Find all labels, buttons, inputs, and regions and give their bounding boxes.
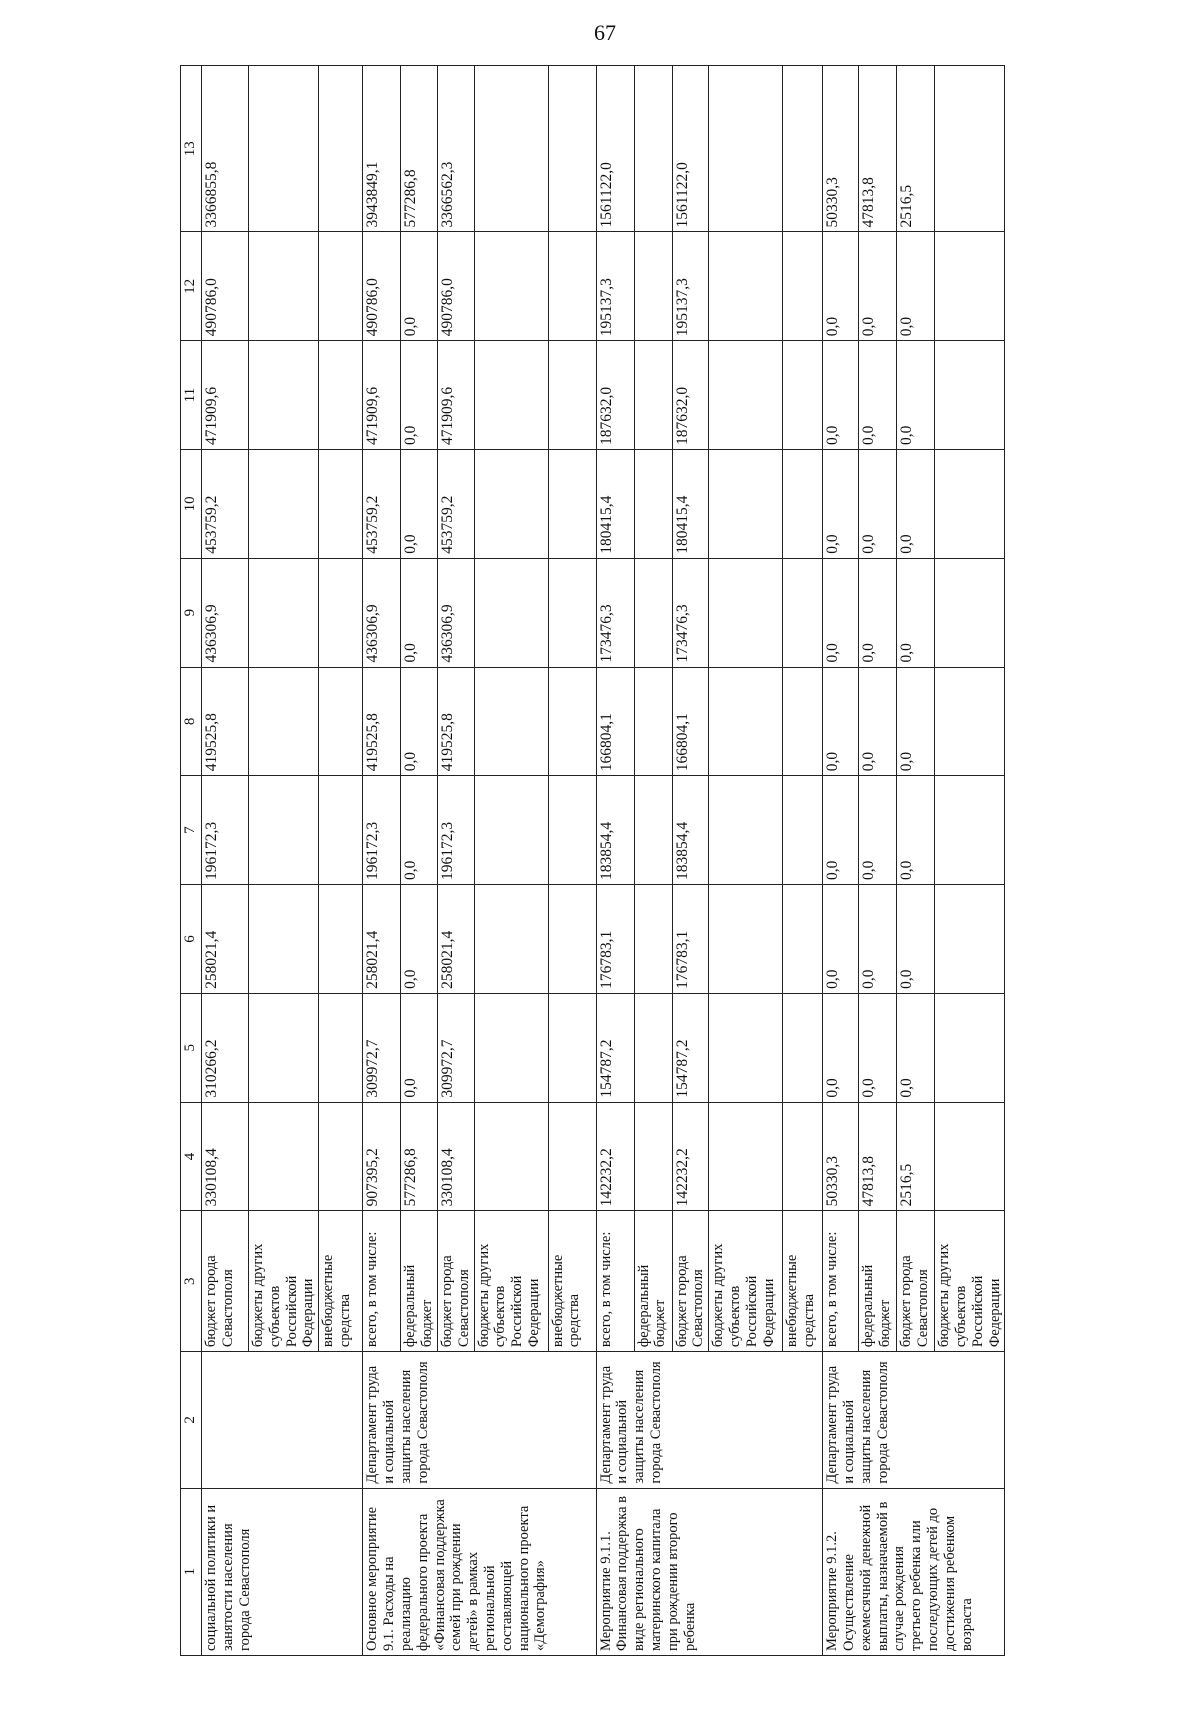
amount-cell bbox=[709, 232, 783, 341]
amount-cell bbox=[709, 558, 783, 667]
amount-cell: 330108,4 bbox=[202, 1102, 249, 1211]
amount-cell: 180415,4 bbox=[672, 449, 709, 558]
amount-cell bbox=[783, 558, 823, 667]
table-row bbox=[202, 66, 249, 1656]
amount-cell bbox=[709, 885, 783, 994]
amount-cell: 142232,2 bbox=[672, 1102, 709, 1211]
funding-source-cell: всего, в том числе: bbox=[823, 1211, 859, 1352]
amount-cell: 0,0 bbox=[823, 232, 859, 341]
amount-cell bbox=[634, 341, 672, 450]
amount-cell: 471909,6 bbox=[202, 341, 249, 450]
amount-cell: 0,0 bbox=[859, 776, 897, 885]
amount-cell bbox=[709, 1102, 783, 1211]
amount-cell: 419525,8 bbox=[202, 667, 249, 776]
amount-cell bbox=[935, 449, 1005, 558]
column-header: 3 bbox=[181, 1211, 202, 1352]
amount-cell: 309972,7 bbox=[437, 993, 474, 1102]
amount-cell: 187632,0 bbox=[672, 341, 709, 450]
amount-cell bbox=[249, 667, 319, 776]
amount-cell: 0,0 bbox=[859, 667, 897, 776]
amount-cell: 183854,4 bbox=[596, 776, 634, 885]
amount-cell: 47813,8 bbox=[859, 1102, 897, 1211]
funding-source-cell: федеральный бюджет bbox=[634, 1211, 672, 1352]
amount-cell bbox=[548, 341, 596, 450]
amount-cell: 0,0 bbox=[859, 558, 897, 667]
amount-cell: 0,0 bbox=[897, 558, 935, 667]
amount-cell bbox=[634, 667, 672, 776]
amount-cell: 0,0 bbox=[823, 341, 859, 450]
column-number-row bbox=[181, 66, 202, 1656]
amount-cell: 196172,3 bbox=[202, 776, 249, 885]
amount-cell bbox=[634, 232, 672, 341]
amount-cell bbox=[474, 66, 548, 232]
activity-name-cell: Мероприятие 9.1.1. Финансовая поддержка в виде регионального материнского капитала при рождении второго ребенка bbox=[596, 1488, 823, 1655]
amount-cell bbox=[474, 1102, 548, 1211]
amount-cell: 0,0 bbox=[897, 776, 935, 885]
column-header: 12 bbox=[181, 232, 202, 341]
amount-cell: 50330,3 bbox=[823, 66, 859, 232]
amount-cell bbox=[249, 993, 319, 1102]
amount-cell bbox=[783, 1102, 823, 1211]
table-row bbox=[363, 66, 401, 1656]
amount-cell: 2516,5 bbox=[897, 1102, 935, 1211]
amount-cell: 0,0 bbox=[897, 449, 935, 558]
amount-cell: 187632,0 bbox=[596, 341, 634, 450]
amount-cell: 0,0 bbox=[859, 993, 897, 1102]
funding-source-cell: бюджет города Севастополя bbox=[672, 1211, 709, 1352]
amount-cell: 453759,2 bbox=[202, 449, 249, 558]
column-header: 4 bbox=[181, 1102, 202, 1211]
table-row bbox=[596, 66, 634, 1656]
amount-cell bbox=[249, 341, 319, 450]
amount-cell: 176783,1 bbox=[596, 885, 634, 994]
funding-source-cell: внебюджетные средства bbox=[548, 1211, 596, 1352]
funding-source-cell: всего, в том числе: bbox=[363, 1211, 401, 1352]
amount-cell: 453759,2 bbox=[363, 449, 401, 558]
funding-source-cell: бюджеты других субъектов Российской Федерации bbox=[474, 1211, 548, 1352]
amount-cell bbox=[783, 993, 823, 1102]
amount-cell bbox=[709, 66, 783, 232]
amount-cell: 142232,2 bbox=[596, 1102, 634, 1211]
amount-cell: 258021,4 bbox=[437, 885, 474, 994]
amount-cell bbox=[319, 341, 363, 450]
amount-cell bbox=[548, 993, 596, 1102]
amount-cell: 1561122,0 bbox=[672, 66, 709, 232]
amount-cell: 166804,1 bbox=[672, 667, 709, 776]
column-header: 11 bbox=[181, 341, 202, 450]
amount-cell bbox=[249, 776, 319, 885]
amount-cell bbox=[935, 558, 1005, 667]
amount-cell bbox=[474, 449, 548, 558]
amount-cell: 258021,4 bbox=[363, 885, 401, 994]
amount-cell bbox=[935, 885, 1005, 994]
amount-cell: 154787,2 bbox=[672, 993, 709, 1102]
amount-cell bbox=[548, 1102, 596, 1211]
amount-cell bbox=[319, 232, 363, 341]
activity-name-cell: Мероприятие 9.1.2. Осуществление ежемесячной денежной выплаты, назначаемой в случае рождения третьего ребенка или последующих детей до достижения ребенком возраста bbox=[823, 1488, 1005, 1655]
column-header: 13 bbox=[181, 66, 202, 232]
amount-cell bbox=[249, 1102, 319, 1211]
amount-cell bbox=[783, 449, 823, 558]
amount-cell bbox=[249, 232, 319, 341]
amount-cell bbox=[783, 667, 823, 776]
amount-cell: 419525,8 bbox=[363, 667, 401, 776]
amount-cell: 0,0 bbox=[897, 993, 935, 1102]
amount-cell: 3366562,3 bbox=[437, 66, 474, 232]
amount-cell bbox=[634, 449, 672, 558]
budget-table bbox=[180, 65, 1005, 1656]
amount-cell: 310266,2 bbox=[202, 993, 249, 1102]
amount-cell: 2516,5 bbox=[897, 66, 935, 232]
amount-cell: 0,0 bbox=[401, 776, 438, 885]
amount-cell bbox=[548, 558, 596, 667]
amount-cell bbox=[634, 885, 672, 994]
amount-cell: 309972,7 bbox=[363, 993, 401, 1102]
funding-source-cell: бюджет города Севастополя bbox=[202, 1211, 249, 1352]
amount-cell bbox=[783, 885, 823, 994]
executor-cell: Департамент труда и социальной защиты населения города Севастополя bbox=[363, 1352, 596, 1488]
amount-cell: 0,0 bbox=[897, 232, 935, 341]
table-row bbox=[823, 66, 859, 1656]
amount-cell bbox=[548, 667, 596, 776]
amount-cell: 577286,8 bbox=[401, 1102, 438, 1211]
amount-cell: 0,0 bbox=[401, 232, 438, 341]
amount-cell: 173476,3 bbox=[672, 558, 709, 667]
amount-cell bbox=[935, 66, 1005, 232]
amount-cell: 173476,3 bbox=[596, 558, 634, 667]
amount-cell: 419525,8 bbox=[437, 667, 474, 776]
amount-cell bbox=[709, 449, 783, 558]
amount-cell bbox=[319, 776, 363, 885]
amount-cell: 195137,3 bbox=[672, 232, 709, 341]
amount-cell bbox=[783, 232, 823, 341]
amount-cell bbox=[548, 776, 596, 885]
amount-cell bbox=[935, 667, 1005, 776]
column-header: 6 bbox=[181, 885, 202, 994]
amount-cell: 577286,8 bbox=[401, 66, 438, 232]
amount-cell bbox=[319, 1102, 363, 1211]
amount-cell bbox=[319, 993, 363, 1102]
rotated-table-container bbox=[180, 65, 1147, 1656]
amount-cell: 176783,1 bbox=[672, 885, 709, 994]
amount-cell: 330108,4 bbox=[437, 1102, 474, 1211]
column-header: 7 bbox=[181, 776, 202, 885]
amount-cell bbox=[249, 66, 319, 232]
amount-cell bbox=[319, 66, 363, 232]
amount-cell bbox=[319, 885, 363, 994]
amount-cell bbox=[709, 776, 783, 885]
executor-cell: Департамент труда и социальной защиты населения города Севастополя bbox=[596, 1352, 823, 1488]
amount-cell: 47813,8 bbox=[859, 66, 897, 232]
amount-cell bbox=[548, 232, 596, 341]
column-header: 10 bbox=[181, 449, 202, 558]
amount-cell bbox=[474, 776, 548, 885]
funding-source-cell: федеральный бюджет bbox=[401, 1211, 438, 1352]
activity-name-cell: социальной политики и занятости населения города Севастополя bbox=[202, 1488, 363, 1655]
amount-cell bbox=[474, 667, 548, 776]
amount-cell: 0,0 bbox=[859, 232, 897, 341]
amount-cell: 50330,3 bbox=[823, 1102, 859, 1211]
amount-cell bbox=[935, 341, 1005, 450]
amount-cell: 436306,9 bbox=[363, 558, 401, 667]
amount-cell bbox=[474, 232, 548, 341]
amount-cell bbox=[783, 341, 823, 450]
funding-source-cell: бюджеты других субъектов Российской Федерации bbox=[935, 1211, 1005, 1352]
amount-cell bbox=[935, 232, 1005, 341]
amount-cell: 258021,4 bbox=[202, 885, 249, 994]
amount-cell bbox=[319, 667, 363, 776]
column-header: 5 bbox=[181, 993, 202, 1102]
funding-source-cell: бюджеты других субъектов Российской Федерации bbox=[709, 1211, 783, 1352]
amount-cell: 166804,1 bbox=[596, 667, 634, 776]
amount-cell: 490786,0 bbox=[363, 232, 401, 341]
amount-cell: 0,0 bbox=[401, 558, 438, 667]
amount-cell: 0,0 bbox=[401, 667, 438, 776]
amount-cell: 0,0 bbox=[823, 776, 859, 885]
funding-source-cell: внебюджетные средства bbox=[783, 1211, 823, 1352]
column-header: 1 bbox=[181, 1488, 202, 1655]
amount-cell: 0,0 bbox=[859, 885, 897, 994]
amount-cell bbox=[249, 449, 319, 558]
amount-cell: 0,0 bbox=[823, 885, 859, 994]
funding-source-cell: федеральный бюджет bbox=[859, 1211, 897, 1352]
amount-cell bbox=[634, 558, 672, 667]
amount-cell bbox=[474, 993, 548, 1102]
funding-source-cell: бюджет города Севастополя bbox=[437, 1211, 474, 1352]
amount-cell: 0,0 bbox=[401, 993, 438, 1102]
amount-cell: 0,0 bbox=[897, 341, 935, 450]
amount-cell: 196172,3 bbox=[363, 776, 401, 885]
amount-cell bbox=[935, 1102, 1005, 1211]
amount-cell bbox=[634, 993, 672, 1102]
amount-cell: 0,0 bbox=[859, 341, 897, 450]
executor-cell: Департамент труда и социальной защиты населения города Севастополя bbox=[823, 1352, 1005, 1488]
amount-cell: 183854,4 bbox=[672, 776, 709, 885]
amount-cell: 0,0 bbox=[401, 885, 438, 994]
amount-cell bbox=[935, 776, 1005, 885]
amount-cell: 196172,3 bbox=[437, 776, 474, 885]
amount-cell: 907395,2 bbox=[363, 1102, 401, 1211]
amount-cell bbox=[548, 449, 596, 558]
amount-cell: 1561122,0 bbox=[596, 66, 634, 232]
amount-cell: 0,0 bbox=[897, 667, 935, 776]
amount-cell: 0,0 bbox=[823, 449, 859, 558]
funding-source-cell: внебюджетные средства bbox=[319, 1211, 363, 1352]
amount-cell bbox=[634, 1102, 672, 1211]
amount-cell: 0,0 bbox=[823, 558, 859, 667]
column-header: 9 bbox=[181, 558, 202, 667]
amount-cell bbox=[935, 993, 1005, 1102]
amount-cell: 436306,9 bbox=[202, 558, 249, 667]
amount-cell: 471909,6 bbox=[437, 341, 474, 450]
executor-cell bbox=[202, 1352, 363, 1488]
amount-cell bbox=[319, 558, 363, 667]
amount-cell bbox=[709, 341, 783, 450]
amount-cell: 0,0 bbox=[823, 993, 859, 1102]
amount-cell bbox=[548, 885, 596, 994]
amount-cell: 0,0 bbox=[859, 449, 897, 558]
funding-source-cell: всего, в том числе: bbox=[596, 1211, 634, 1352]
amount-cell: 195137,3 bbox=[596, 232, 634, 341]
amount-cell: 490786,0 bbox=[437, 232, 474, 341]
amount-cell bbox=[319, 449, 363, 558]
amount-cell bbox=[474, 885, 548, 994]
amount-cell: 0,0 bbox=[401, 449, 438, 558]
amount-cell bbox=[249, 558, 319, 667]
amount-cell bbox=[548, 66, 596, 232]
funding-source-cell: бюджеты других субъектов Российской Федерации bbox=[249, 1211, 319, 1352]
amount-cell bbox=[634, 776, 672, 885]
amount-cell bbox=[783, 776, 823, 885]
amount-cell bbox=[709, 993, 783, 1102]
column-header: 2 bbox=[181, 1352, 202, 1488]
amount-cell: 453759,2 bbox=[437, 449, 474, 558]
amount-cell bbox=[783, 66, 823, 232]
funding-source-cell: бюджет города Севастополя bbox=[897, 1211, 935, 1352]
page-number: 67 bbox=[594, 20, 616, 45]
amount-cell: 0,0 bbox=[401, 341, 438, 450]
amount-cell: 471909,6 bbox=[363, 341, 401, 450]
amount-cell bbox=[474, 558, 548, 667]
amount-cell: 0,0 bbox=[897, 885, 935, 994]
amount-cell: 436306,9 bbox=[437, 558, 474, 667]
amount-cell: 490786,0 bbox=[202, 232, 249, 341]
amount-cell: 180415,4 bbox=[596, 449, 634, 558]
activity-name-cell: Основное мероприятие 9.1. Расходы на реализацию федерального проекта «Финансовая поддержка семей при рождении детей» в рамках региональной составляющей национального проекта «Демография» bbox=[363, 1488, 596, 1655]
amount-cell: 3366855,8 bbox=[202, 66, 249, 232]
amount-cell: 3943849,1 bbox=[363, 66, 401, 232]
table-body bbox=[202, 66, 1005, 1656]
amount-cell bbox=[249, 885, 319, 994]
amount-cell bbox=[709, 667, 783, 776]
amount-cell bbox=[474, 341, 548, 450]
amount-cell: 0,0 bbox=[823, 667, 859, 776]
amount-cell: 154787,2 bbox=[596, 993, 634, 1102]
amount-cell bbox=[634, 66, 672, 232]
column-header: 8 bbox=[181, 667, 202, 776]
